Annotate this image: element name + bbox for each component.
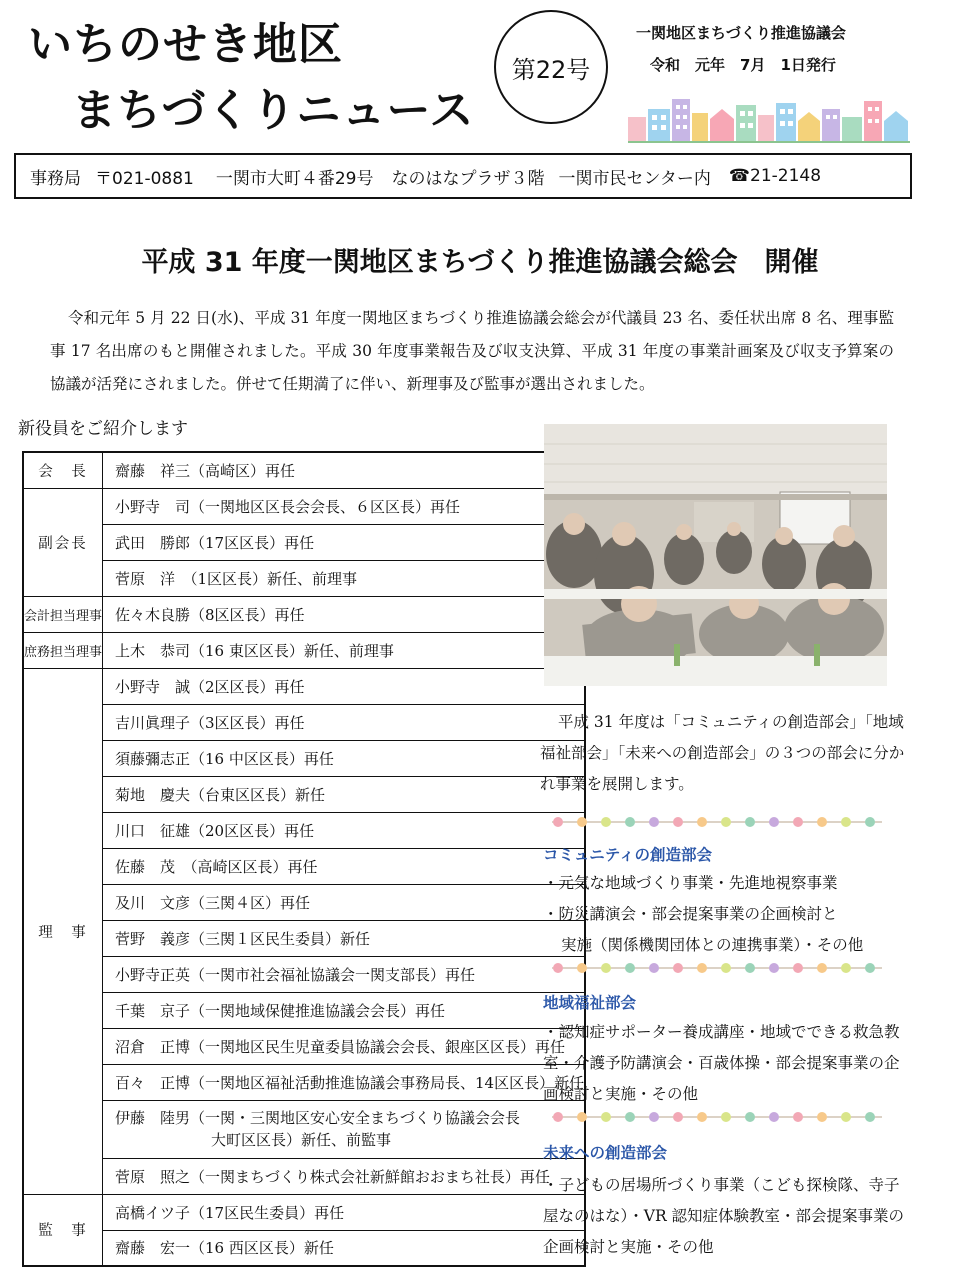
article-intro: 令和元年 5 月 22 日(水)、平成 31 年度一関地区まちづくり推進協議会総会が代議員 23 名、委任状出席 8 名、理事監事 17 名出席のもと開催されました。平成 30 年度事業報告及び収支決算、平成 31 年度の事業計画案及び収支予算案の協議が活発にされました。併せて任期満了に伴い、新理事及び監事が選出されました。 <box>50 309 894 393</box>
section-body-welfare <box>543 1017 911 1110</box>
member-cell: 菅原 照之（一関まちづくり株式会社新鮮館おおまち社長）再任 <box>103 1158 586 1194</box>
member-cell: 川口 征雄（20区区長）再任 <box>103 812 586 848</box>
member-cell: 上木 恭司（16 東区区長）新任、前理事 <box>103 632 586 668</box>
role-cell: 会 長 <box>23 452 103 488</box>
newsletter-title-line2: まちづくりニュース <box>72 85 475 136</box>
section-body-community <box>543 868 911 961</box>
member-cell: 千葉 京子（一関地域保健推進協議会会長）再任 <box>103 992 586 1028</box>
office-label: 事務局 <box>30 168 81 189</box>
table-row <box>23 740 585 776</box>
member-cell: 沼倉 正博（一関地区民生児童委員協議会会長、銀座区区長）再任 <box>103 1028 586 1064</box>
section-line: ・子どもの居場所づくり事業（こども探検隊、寺子屋なのはな）・VR 認知症体験教室・部会提案事業の企画検討と実施・その他 <box>543 1176 905 1256</box>
member-cell: 菊地 慶夫（台東区区長）新任 <box>103 776 586 812</box>
office-phone: ☎21-2148 <box>728 166 822 186</box>
issue-number-badge <box>494 10 608 124</box>
office-center: 一関市民センター内 <box>558 168 711 189</box>
table-row <box>23 956 585 992</box>
member-cell: 及川 文彦（三関４区）再任 <box>103 884 586 920</box>
townscape-illustration <box>628 95 910 143</box>
table-row <box>23 776 585 812</box>
section-title-community: コミュニティの創造部会 <box>543 846 712 864</box>
issue-date: 令和 元年 7月 1日発行 <box>650 56 836 74</box>
member-cell: 武田 勝郎（17区区長）再任 <box>103 524 586 560</box>
table-row <box>23 668 585 704</box>
office-postal-code: 〒021-0881 <box>95 168 194 189</box>
member-cell: 須藤彌志正（16 中区区長）再任 <box>103 740 586 776</box>
table-row <box>23 596 585 632</box>
member-cell: 吉川眞理子（3区区長）再任 <box>103 704 586 740</box>
member-cell: 菅野 義彦（三関１区民生委員）新任 <box>103 920 586 956</box>
role-cell: 会計担当理事 <box>23 596 103 632</box>
table-row <box>23 884 585 920</box>
table-row <box>23 452 585 488</box>
plan-intro: 平成 31 年度は「コミュニティの創造部会」「地域福祉部会」「未来への創造部会」の３つの部会に分かれ事業を展開します。 <box>540 713 905 793</box>
office-address: 一関市大町４番29号 <box>215 168 374 189</box>
member-cell: 菅原 洋 （1区区長）新任、前理事 <box>103 560 586 596</box>
member-cell: 小野寺正英（一関市社会福祉協議会一関支部長）再任 <box>103 956 586 992</box>
member-cell: 齋藤 祥三（高崎区）再任 <box>103 452 586 488</box>
meeting-photo <box>544 424 887 686</box>
officers-table <box>22 451 586 1267</box>
publisher-name: 一関地区まちづくり推進協議会 <box>636 24 846 42</box>
table-row <box>23 920 585 956</box>
member-cell: 百々 正博（一関地区福祉活動推進協議会事務局長、14区区長）新任 <box>103 1064 586 1100</box>
section-body-future <box>543 1170 911 1263</box>
section-line: ・防災講演会・部会提案事業の企画検討と <box>543 905 838 923</box>
table-row <box>23 524 585 560</box>
member-cell: 高橋イツ子（17区民生委員）再任 <box>103 1194 586 1230</box>
bead-divider <box>552 1110 882 1124</box>
role-cell: 庶務担当理事 <box>23 632 103 668</box>
table-row <box>23 1194 585 1230</box>
table-row <box>23 1064 585 1100</box>
article-headline: 平成 31 年度一関地区まちづくり推進協議会総会 開催 <box>141 247 819 278</box>
section-title-welfare: 地域福祉部会 <box>543 994 637 1012</box>
role-cell: 副会長 <box>23 488 103 596</box>
table-row <box>23 560 585 596</box>
role-cell: 理 事 <box>23 668 103 1194</box>
table-row <box>23 992 585 1028</box>
member-cell <box>103 1100 586 1158</box>
member-cell: 齋藤 宏一（16 西区区長）新任 <box>103 1230 586 1266</box>
section-line: ・元気な地域づくり事業・先進地視察事業 <box>543 874 838 892</box>
role-cell: 監 事 <box>23 1194 103 1266</box>
table-row <box>23 1158 585 1194</box>
section-title-future: 未来への創造部会 <box>543 1144 668 1162</box>
member-cell: 小野寺 誠（2区区長）再任 <box>103 668 586 704</box>
table-row <box>23 488 585 524</box>
issue-number: 第22号 <box>511 55 591 84</box>
member-cell: 佐々木良勝（8区区長）再任 <box>103 596 586 632</box>
table-row <box>23 1100 585 1158</box>
member-cell: 小野寺 司（一関地区区長会会長、６区区長）再任 <box>103 488 586 524</box>
table-row <box>23 704 585 740</box>
table-row <box>23 1230 585 1266</box>
table-row <box>23 812 585 848</box>
bead-divider <box>552 961 882 975</box>
table-row <box>23 1028 585 1064</box>
table-row <box>23 632 585 668</box>
section-line: ・認知症サポーター養成講座・地域でできる救急教室・介護予防講演会・百歳体操・部会提案事業の企画検討と実施・その他 <box>543 1023 900 1103</box>
office-building: なのはなプラザ３階 <box>391 168 545 189</box>
section-line: 実施（関係機関団体との連携事業）・その他 <box>561 936 864 954</box>
officers-heading: 新役員をご紹介します <box>18 419 188 439</box>
office-info-box <box>14 153 912 199</box>
bead-divider <box>552 815 882 829</box>
member-line: 伊藤 陸男（一関・三関地区安心安全まちづくり協議会会長 <box>115 1109 520 1127</box>
newsletter-title-line1: いちのせき地区 <box>28 19 343 70</box>
member-cell: 佐藤 茂 （高崎区区長）再任 <box>103 848 586 884</box>
table-row <box>23 848 585 884</box>
member-line: 大町区区長）新任、前監事 <box>211 1131 392 1149</box>
